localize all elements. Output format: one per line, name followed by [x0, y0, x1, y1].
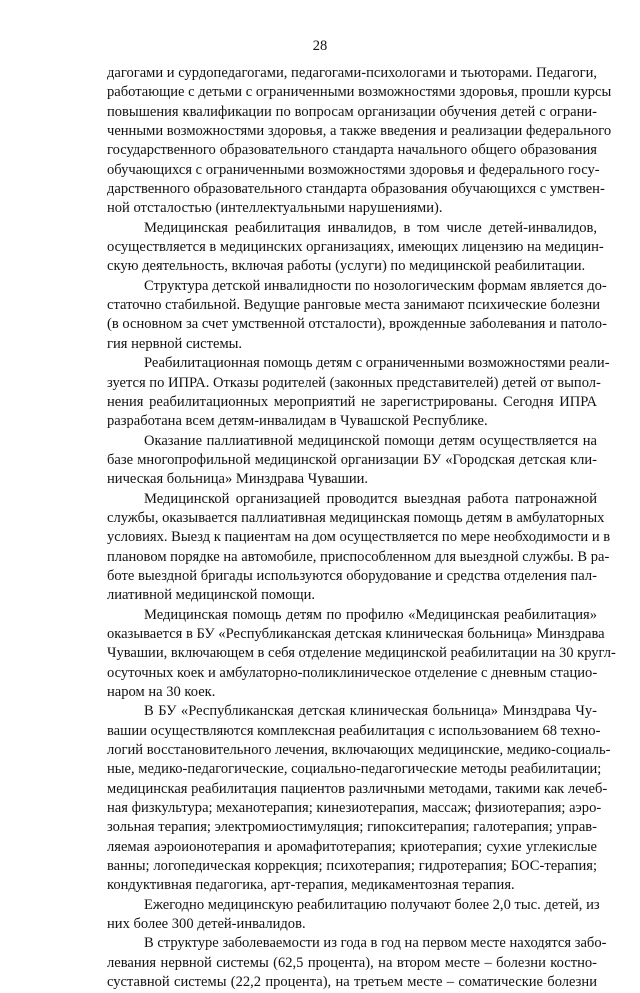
text-line: ническая больница» Минздрава Чувашии. [107, 471, 369, 488]
text-line: боте выездной бригады используются оборудование и средства отделения пал- [107, 567, 597, 584]
text-line: зуется по ИПРА. Отказы родителей (законных представителей) детей от выпол- [107, 374, 601, 391]
text-line: Оказание паллиативной медицинской помощи детям осуществляется на [144, 432, 597, 449]
text-line: медицинская реабилитация пациентов различными методами, такими как лечеб- [107, 780, 608, 797]
text-line: лиативной медицинской помощи. [107, 587, 315, 604]
text-line: Реабилитационная помощь детям с ограниченными возможностями реали- [144, 355, 610, 372]
text-line: гия нервной системы. [107, 335, 243, 352]
text-line: дагогами и сурдопедагогами, педагогами-психологами и тьюторами. Педагоги, [107, 65, 597, 81]
paragraph [107, 934, 607, 992]
text-line: нения реабилитационных мероприятий не зарегистрированы. Сегодня ИПРА [107, 393, 597, 410]
text-line: условиях. Выезд к пациентам на дом осуществляется по мере необходимости и в [107, 529, 611, 546]
text-line: разработана всем детям-инвалидам в Чувашской Республике. [107, 413, 488, 430]
paragraph [107, 219, 604, 277]
text-line: суставной системы (22,2 процента), на третьем месте – соматические болезни [107, 974, 597, 991]
paragraph [107, 702, 611, 895]
text-line: Медицинской организацией проводится выездная работа патронажной [144, 490, 597, 507]
text-line: ной отсталостью (интеллектуальными нарушениями). [107, 200, 443, 217]
text-line: наром на 30 коек. [107, 684, 216, 700]
text-line: кондуктивная педагогика, арт-терапия, медикаментозная терапия. [107, 877, 515, 894]
text-line: оказывается в БУ «Республиканская детская клиническая больница» Минздрава [107, 625, 605, 642]
text-line: левания нервной системы (62,5 процента), на втором месте – болезни костно- [107, 954, 597, 971]
text-line: Структура детской инвалидности по нозологическим формам является до- [144, 277, 607, 294]
text-line: работающие с детьми с ограниченными возможностями здоровья, прошли курсы [107, 84, 612, 101]
text-line: ченными возможностями здоровья, а также введения и реализации федерального [107, 123, 612, 140]
text-line: плановом порядке на автомобиле, приспособленном для выездной службы. В ра- [107, 548, 610, 565]
text-line: них более 300 детей-инвалидов. [107, 916, 306, 933]
text-line: службы, оказывается паллиативная медицинская помощь детям в амбулаторных [107, 509, 605, 526]
text-line: ная физкультура; механотерапия; кинезиотерапия, массаж; физиотерапия; аэро- [107, 800, 602, 817]
text-line: Медицинская реабилитация инвалидов, в том числе детей-инвалидов, [144, 219, 597, 236]
text-line: Чувашии, включающем в себя отделение медицинской реабилитации на 30 кругл- [107, 645, 616, 662]
text-line: ляемая аэроионотерапия и аромафитотерапия; криотерапия; сухие углекислые [107, 838, 597, 855]
text-line: обучающихся с ограниченными возможностями здоровья и федерального госу- [107, 161, 600, 178]
paragraph [107, 606, 616, 703]
text-line: В структуре заболеваемости из года в год на первом месте находятся забо- [144, 935, 607, 952]
text-line: базе многопрофильной медицинской организации БУ «Городская детская кли- [107, 451, 597, 468]
text-line: вашии осуществляются комплексная реабилитация с использованием 68 техно- [107, 722, 601, 739]
body-text [107, 64, 616, 993]
text-line: Медицинская помощь детям по профилю «Медицинская реабилитация» [144, 606, 597, 623]
text-line: дарственного образовательного стандарта образования обучающихся с умствен- [107, 181, 605, 198]
text-line: государственного образовательного стандарта начального общего образования [107, 142, 597, 159]
paragraph [107, 277, 607, 354]
text-line: Ежегодно медицинскую реабилитацию получают более 2,0 тыс. детей, из [144, 896, 600, 913]
page-number: 28 [312, 38, 328, 54]
text-line: повышения квалификации по вопросам организации обучения детей с ограни- [107, 103, 597, 120]
text-line: ванны; логопедическая коррекция; психотерапия; гидротерапия; БОС-терапия; [107, 858, 597, 875]
paragraph [107, 490, 611, 606]
text-line: логий восстановительного лечения, включающих медицинские, медико-социаль- [107, 742, 611, 759]
text-line: скую деятельность, включая работы (услуги) по медицинской реабилитации. [107, 258, 586, 275]
text-line: ные, медико-педагогические, социально-педагогические методы реабилитации; [107, 761, 602, 778]
text-line: зольная терапия; электромиостимуляция; гипокситерапия; галотерапия; управ- [107, 819, 597, 836]
text-line: осуточных коек и амбулаторно-поликлиническое отделение с дневным стацио- [107, 664, 598, 681]
text-line: (в основном за счет умственной отсталости), врожденные заболевания и патоло- [107, 316, 607, 333]
paragraph [107, 896, 600, 935]
paragraph [107, 432, 597, 490]
text-line: В БУ «Республиканская детская клиническая больница» Минздрава Чу- [144, 703, 597, 720]
paragraph [107, 354, 610, 431]
text-line: статочно стабильной. Ведущие ранговые места занимают психические болезни [107, 297, 601, 314]
paragraph [107, 64, 612, 219]
text-line: осуществляется в медицинских организациях, имеющих лицензию на медицин- [107, 239, 604, 256]
